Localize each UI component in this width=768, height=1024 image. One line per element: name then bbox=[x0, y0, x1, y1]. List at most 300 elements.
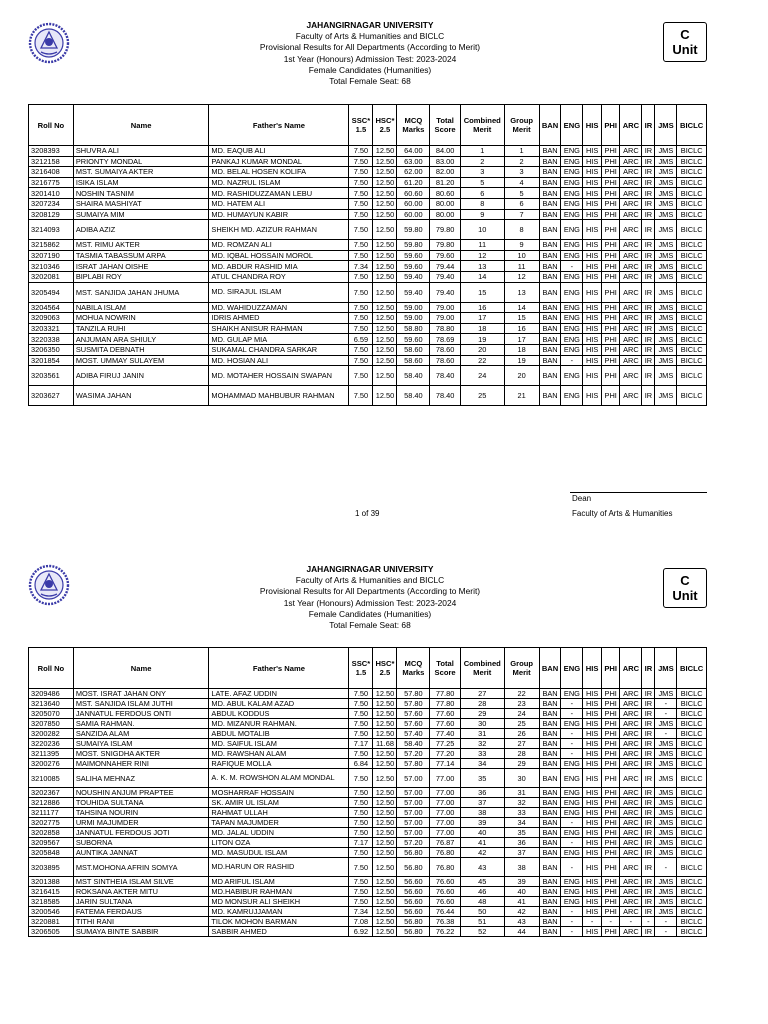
cell-fathers-name: MD ARIFUL ISLAM bbox=[209, 877, 349, 887]
cell-biclc: BICLC bbox=[677, 240, 707, 251]
cell-eng: ENG bbox=[561, 759, 583, 769]
cell-biclc: BICLC bbox=[677, 689, 707, 699]
cell-total: 76.60 bbox=[430, 897, 461, 907]
cell-name: SANZIDA ALAM bbox=[73, 729, 209, 739]
cell-ssc: 7.50 bbox=[349, 366, 373, 386]
cell-arc: ARC bbox=[620, 877, 642, 887]
cell-fathers-name: MD. SAIFUL ISLAM bbox=[209, 739, 349, 749]
cell-combined-merit: 51 bbox=[460, 917, 504, 927]
cell-fathers-name: MD. KAMRUJJAMAN bbox=[209, 907, 349, 917]
cell-biclc: BICLC bbox=[677, 828, 707, 838]
cell-eng: ENG bbox=[561, 808, 583, 818]
cell-total: 78.80 bbox=[430, 323, 461, 334]
cell-jms: JMS bbox=[655, 198, 677, 209]
cell-name: MST. RIMU AKTER bbox=[73, 240, 209, 251]
cell-total: 83.00 bbox=[430, 156, 461, 167]
cell-hsc: 12.50 bbox=[373, 769, 397, 788]
cell-name: JANNATUL FERDOUS JOTI bbox=[73, 828, 209, 838]
cell-mcq: 58.60 bbox=[397, 344, 430, 355]
cell-hsc: 12.50 bbox=[373, 719, 397, 729]
cell-fathers-name: MD. EAQUB ALI bbox=[209, 146, 349, 157]
cell-phi: PHI bbox=[601, 818, 620, 828]
cell-group-merit: 10 bbox=[504, 250, 539, 261]
cell-eng: ENG bbox=[561, 209, 583, 220]
cell-mcq: 60.60 bbox=[397, 188, 430, 199]
cell-ban: BAN bbox=[539, 848, 561, 858]
cell-his: HIS bbox=[583, 240, 602, 251]
cell-group-merit: 23 bbox=[504, 699, 539, 709]
cell-mcq: 61.20 bbox=[397, 177, 430, 188]
cell-hsc: 12.50 bbox=[373, 759, 397, 769]
cell-total: 77.00 bbox=[430, 788, 461, 798]
cell-roll-no: 3203627 bbox=[29, 386, 74, 406]
cell-phi: PHI bbox=[601, 334, 620, 345]
cell-mcq: 58.80 bbox=[397, 323, 430, 334]
column-header-arc: ARC bbox=[620, 648, 642, 689]
table-row bbox=[29, 749, 707, 759]
cell-name: JARIN SULTANA bbox=[73, 897, 209, 907]
cell-biclc: BICLC bbox=[677, 808, 707, 818]
cell-biclc: BICLC bbox=[677, 699, 707, 709]
cell-ssc: 7.50 bbox=[349, 818, 373, 828]
cell-arc: ARC bbox=[620, 386, 642, 406]
cell-arc: ARC bbox=[620, 209, 642, 220]
faculty-name: Faculty of Arts & Humanities and BICLC bbox=[295, 575, 445, 586]
cell-his: HIS bbox=[583, 146, 602, 157]
cell-mcq: 57.00 bbox=[397, 788, 430, 798]
cell-roll-no: 3209486 bbox=[29, 689, 74, 699]
cell-total: 76.44 bbox=[430, 907, 461, 917]
cell-hsc: 12.50 bbox=[373, 209, 397, 220]
cell-total: 79.00 bbox=[430, 302, 461, 313]
cell-eng: ENG bbox=[561, 240, 583, 251]
cell-roll-no: 3203321 bbox=[29, 323, 74, 334]
cell-hsc: 12.50 bbox=[373, 167, 397, 178]
cell-combined-merit: 25 bbox=[460, 386, 504, 406]
cell-phi: PHI bbox=[601, 250, 620, 261]
cell-hsc: 12.50 bbox=[373, 828, 397, 838]
cell-ban: BAN bbox=[539, 719, 561, 729]
cell-fathers-name: PANKAJ KUMAR MONDAL bbox=[209, 156, 349, 167]
cell-arc: ARC bbox=[620, 848, 642, 858]
table-row bbox=[29, 759, 707, 769]
cell-hsc: 12.50 bbox=[373, 808, 397, 818]
column-header-his: HIS bbox=[583, 648, 602, 689]
cell-eng: - bbox=[561, 927, 583, 937]
cell-biclc: BICLC bbox=[677, 323, 707, 334]
admission-test: 1st Year (Honours) Admission Test: 2023-2024 bbox=[283, 53, 457, 64]
cell-mcq: 59.60 bbox=[397, 334, 430, 345]
cell-jms: JMS bbox=[655, 209, 677, 220]
cell-ssc: 7.08 bbox=[349, 917, 373, 927]
cell-name: MOST. ISRAT JAHAN ONY bbox=[73, 689, 209, 699]
cell-jms: JMS bbox=[655, 240, 677, 251]
cell-fathers-name: MD. ABUL KALAM AZAD bbox=[209, 699, 349, 709]
cell-eng: ENG bbox=[561, 798, 583, 808]
cell-group-merit: 37 bbox=[504, 848, 539, 858]
cell-phi: PHI bbox=[601, 858, 620, 877]
cell-eng: - bbox=[561, 858, 583, 877]
cell-arc: ARC bbox=[620, 220, 642, 240]
cell-hsc: 12.50 bbox=[373, 220, 397, 240]
cell-biclc: BICLC bbox=[677, 838, 707, 848]
cell-mcq: 57.40 bbox=[397, 729, 430, 739]
cell-eng: ENG bbox=[561, 719, 583, 729]
cell-biclc: BICLC bbox=[677, 769, 707, 788]
cell-jms: JMS bbox=[655, 719, 677, 729]
cell-arc: ARC bbox=[620, 808, 642, 818]
cell-biclc: BICLC bbox=[677, 156, 707, 167]
cell-ban: BAN bbox=[539, 261, 561, 272]
cell-ir: IR bbox=[642, 323, 655, 334]
candidate-group: Female Candidates (Humanities) bbox=[308, 64, 432, 75]
cell-total: 78.60 bbox=[430, 344, 461, 355]
cell-his: HIS bbox=[583, 177, 602, 188]
cell-arc: ARC bbox=[620, 699, 642, 709]
cell-group-merit: 29 bbox=[504, 759, 539, 769]
cell-jms: JMS bbox=[655, 897, 677, 907]
cell-combined-merit: 32 bbox=[460, 739, 504, 749]
cell-biclc: BICLC bbox=[677, 739, 707, 749]
cell-hsc: 12.50 bbox=[373, 897, 397, 907]
cell-roll-no: 3216415 bbox=[29, 887, 74, 897]
cell-combined-merit: 31 bbox=[460, 729, 504, 739]
cell-phi: - bbox=[601, 917, 620, 927]
cell-biclc: BICLC bbox=[677, 146, 707, 157]
cell-roll-no: 3220236 bbox=[29, 739, 74, 749]
cell-his: HIS bbox=[583, 366, 602, 386]
table-row bbox=[29, 198, 707, 209]
cell-ssc: 7.50 bbox=[349, 177, 373, 188]
cell-mcq: 59.40 bbox=[397, 282, 430, 302]
cell-mcq: 56.80 bbox=[397, 927, 430, 937]
cell-ir: IR bbox=[642, 146, 655, 157]
cell-ir: IR bbox=[642, 858, 655, 877]
cell-name: ADIBA AZIZ bbox=[73, 220, 209, 240]
cell-ban: BAN bbox=[539, 386, 561, 406]
cell-name: MST SINTHEIA ISLAM SILVE bbox=[73, 877, 209, 887]
cell-group-merit: 35 bbox=[504, 828, 539, 838]
cell-phi: PHI bbox=[601, 709, 620, 719]
unit-label: Unit bbox=[672, 42, 698, 57]
cell-name: AUNTIKA JANNAT bbox=[73, 848, 209, 858]
cell-group-merit: 36 bbox=[504, 838, 539, 848]
cell-group-merit: 33 bbox=[504, 808, 539, 818]
cell-his: HIS bbox=[583, 877, 602, 887]
cell-hsc: 12.50 bbox=[373, 887, 397, 897]
cell-group-merit: 11 bbox=[504, 261, 539, 272]
column-header-ir: IR bbox=[642, 648, 655, 689]
cell-jms: JMS bbox=[655, 188, 677, 199]
cell-combined-merit: 37 bbox=[460, 798, 504, 808]
cell-arc: ARC bbox=[620, 709, 642, 719]
table-row bbox=[29, 838, 707, 848]
cell-ban: BAN bbox=[539, 344, 561, 355]
cell-group-merit: 27 bbox=[504, 739, 539, 749]
cell-fathers-name: TAPAN MAJUMDER bbox=[209, 818, 349, 828]
cell-combined-merit: 17 bbox=[460, 313, 504, 324]
cell-arc: ARC bbox=[620, 739, 642, 749]
cell-jms: JMS bbox=[655, 759, 677, 769]
cell-arc: ARC bbox=[620, 302, 642, 313]
cell-hsc: 12.50 bbox=[373, 250, 397, 261]
cell-biclc: BICLC bbox=[677, 709, 707, 719]
cell-his: HIS bbox=[583, 769, 602, 788]
cell-total: 77.60 bbox=[430, 719, 461, 729]
cell-arc: ARC bbox=[620, 313, 642, 324]
cell-combined-merit: 13 bbox=[460, 261, 504, 272]
cell-biclc: BICLC bbox=[677, 167, 707, 178]
cell-fathers-name: MD. HATEM ALI bbox=[209, 198, 349, 209]
table-row bbox=[29, 818, 707, 828]
cell-his: HIS bbox=[583, 344, 602, 355]
cell-fathers-name: MD. RASHIDUZZAMAN LEBU bbox=[209, 188, 349, 199]
cell-ssc: 7.50 bbox=[349, 209, 373, 220]
cell-eng: ENG bbox=[561, 887, 583, 897]
cell-ban: BAN bbox=[539, 798, 561, 808]
cell-group-merit: 30 bbox=[504, 769, 539, 788]
cell-his: HIS bbox=[583, 907, 602, 917]
cell-roll-no: 3201410 bbox=[29, 188, 74, 199]
cell-ssc: 7.50 bbox=[349, 798, 373, 808]
university-logo-icon bbox=[28, 22, 70, 64]
cell-jms: JMS bbox=[655, 798, 677, 808]
cell-phi: PHI bbox=[601, 313, 620, 324]
cell-jms: JMS bbox=[655, 355, 677, 366]
cell-phi: PHI bbox=[601, 729, 620, 739]
cell-name: MOST. SNIGDHA AKTER bbox=[73, 749, 209, 759]
cell-fathers-name: ABDUL KODDUS bbox=[209, 709, 349, 719]
cell-ir: IR bbox=[642, 188, 655, 199]
cell-his: HIS bbox=[583, 759, 602, 769]
cell-group-merit: 34 bbox=[504, 818, 539, 828]
cell-group-merit: 40 bbox=[504, 887, 539, 897]
cell-ir: IR bbox=[642, 818, 655, 828]
cell-fathers-name: ABDUL MOTALIB bbox=[209, 729, 349, 739]
cell-name: BIPLABI ROY bbox=[73, 271, 209, 282]
dean-label: Dean bbox=[572, 494, 592, 503]
cell-eng: - bbox=[561, 907, 583, 917]
cell-jms: - bbox=[655, 927, 677, 937]
cell-arc: - bbox=[620, 917, 642, 927]
cell-combined-merit: 1 bbox=[460, 146, 504, 157]
cell-eng: ENG bbox=[561, 828, 583, 838]
cell-group-merit: 32 bbox=[504, 798, 539, 808]
table-row bbox=[29, 188, 707, 199]
cell-ban: BAN bbox=[539, 917, 561, 927]
cell-ban: BAN bbox=[539, 323, 561, 334]
cell-arc: ARC bbox=[620, 838, 642, 848]
cell-eng: ENG bbox=[561, 250, 583, 261]
cell-name: PRIONTY MONDAL bbox=[73, 156, 209, 167]
cell-mcq: 57.00 bbox=[397, 818, 430, 828]
cell-group-merit: 6 bbox=[504, 198, 539, 209]
cell-eng: ENG bbox=[561, 146, 583, 157]
cell-ir: IR bbox=[642, 828, 655, 838]
cell-eng: ENG bbox=[561, 282, 583, 302]
cell-phi: PHI bbox=[601, 927, 620, 937]
cell-combined-merit: 43 bbox=[460, 858, 504, 877]
cell-eng: ENG bbox=[561, 302, 583, 313]
table-row bbox=[29, 209, 707, 220]
cell-ir: IR bbox=[642, 838, 655, 848]
cell-ir: IR bbox=[642, 344, 655, 355]
cell-mcq: 57.60 bbox=[397, 709, 430, 719]
cell-eng: ENG bbox=[561, 769, 583, 788]
cell-biclc: BICLC bbox=[677, 302, 707, 313]
cell-his: HIS bbox=[583, 897, 602, 907]
cell-group-merit: 42 bbox=[504, 907, 539, 917]
cell-ir: IR bbox=[642, 261, 655, 272]
cell-phi: PHI bbox=[601, 769, 620, 788]
cell-biclc: BICLC bbox=[677, 877, 707, 887]
cell-jms: JMS bbox=[655, 334, 677, 345]
cell-ssc: 7.50 bbox=[349, 302, 373, 313]
cell-mcq: 58.40 bbox=[397, 386, 430, 406]
cell-arc: ARC bbox=[620, 828, 642, 838]
cell-hsc: 12.50 bbox=[373, 323, 397, 334]
cell-ban: BAN bbox=[539, 907, 561, 917]
cell-biclc: BICLC bbox=[677, 759, 707, 769]
cell-total: 76.22 bbox=[430, 927, 461, 937]
cell-ban: BAN bbox=[539, 818, 561, 828]
cell-his: HIS bbox=[583, 334, 602, 345]
cell-hsc: 12.50 bbox=[373, 198, 397, 209]
cell-total: 77.80 bbox=[430, 689, 461, 699]
column-header-ban: BAN bbox=[539, 648, 561, 689]
cell-ban: BAN bbox=[539, 689, 561, 699]
cell-name: MAIMONNAHER RINI bbox=[73, 759, 209, 769]
cell-phi: PHI bbox=[601, 344, 620, 355]
cell-ban: BAN bbox=[539, 729, 561, 739]
cell-jms: JMS bbox=[655, 220, 677, 240]
cell-ssc: 7.50 bbox=[349, 729, 373, 739]
table-row bbox=[29, 709, 707, 719]
cell-ir: IR bbox=[642, 366, 655, 386]
cell-his: HIS bbox=[583, 739, 602, 749]
column-header-combined-merit: Combined Merit bbox=[460, 648, 504, 689]
cell-hsc: 12.50 bbox=[373, 927, 397, 937]
cell-phi: PHI bbox=[601, 689, 620, 699]
signature-line bbox=[570, 492, 707, 493]
cell-eng: ENG bbox=[561, 334, 583, 345]
column-header-combined-merit: Combined Merit bbox=[460, 105, 504, 146]
cell-total: 76.80 bbox=[430, 858, 461, 877]
cell-his: HIS bbox=[583, 261, 602, 272]
cell-group-merit: 41 bbox=[504, 897, 539, 907]
results-title: Provisional Results for All Departments (According to Merit) bbox=[259, 586, 481, 597]
cell-phi: PHI bbox=[601, 261, 620, 272]
table-row bbox=[29, 907, 707, 917]
cell-roll-no: 3202081 bbox=[29, 271, 74, 282]
cell-ssc: 7.50 bbox=[349, 188, 373, 199]
results-title: Provisional Results for All Departments (According to Merit) bbox=[259, 42, 481, 53]
cell-name: ADIBA FIRUJ JANIN bbox=[73, 366, 209, 386]
cell-jms: JMS bbox=[655, 808, 677, 818]
cell-his: HIS bbox=[583, 709, 602, 719]
cell-total: 79.44 bbox=[430, 261, 461, 272]
result-page-2 bbox=[0, 556, 768, 1024]
cell-ban: BAN bbox=[539, 198, 561, 209]
table-row bbox=[29, 808, 707, 818]
cell-arc: ARC bbox=[620, 719, 642, 729]
cell-ban: BAN bbox=[539, 334, 561, 345]
cell-total: 78.69 bbox=[430, 334, 461, 345]
cell-name: MST. SANJIDA JAHAN JHUMA bbox=[73, 282, 209, 302]
cell-arc: ARC bbox=[620, 344, 642, 355]
cell-group-merit: 5 bbox=[504, 188, 539, 199]
cell-ban: BAN bbox=[539, 838, 561, 848]
cell-group-merit: 15 bbox=[504, 313, 539, 324]
cell-arc: ARC bbox=[620, 198, 642, 209]
column-header-group-merit: Group Merit bbox=[504, 648, 539, 689]
cell-arc: ARC bbox=[620, 188, 642, 199]
cell-ir: IR bbox=[642, 177, 655, 188]
cell-phi: PHI bbox=[601, 323, 620, 334]
cell-phi: PHI bbox=[601, 271, 620, 282]
cell-ssc: 7.50 bbox=[349, 769, 373, 788]
cell-his: HIS bbox=[583, 858, 602, 877]
table-row bbox=[29, 828, 707, 838]
column-header-jms: JMS bbox=[655, 105, 677, 146]
cell-jms: JMS bbox=[655, 250, 677, 261]
cell-roll-no: 3216775 bbox=[29, 177, 74, 188]
cell-eng: ENG bbox=[561, 220, 583, 240]
table-row bbox=[29, 917, 707, 927]
cell-roll-no: 3220338 bbox=[29, 334, 74, 345]
cell-ir: IR bbox=[642, 719, 655, 729]
cell-jms: JMS bbox=[655, 848, 677, 858]
cell-eng: - bbox=[561, 709, 583, 719]
cell-phi: PHI bbox=[601, 759, 620, 769]
cell-fathers-name: MD. HUMAYUN KABIR bbox=[209, 209, 349, 220]
cell-ssc: 7.50 bbox=[349, 198, 373, 209]
cell-total: 77.00 bbox=[430, 828, 461, 838]
cell-fathers-name: MD.HARUN OR RASHID bbox=[209, 858, 349, 877]
table-row bbox=[29, 167, 707, 178]
cell-combined-merit: 2 bbox=[460, 156, 504, 167]
cell-ssc: 7.50 bbox=[349, 240, 373, 251]
cell-ssc: 7.50 bbox=[349, 828, 373, 838]
cell-jms: JMS bbox=[655, 344, 677, 355]
cell-group-merit: 22 bbox=[504, 689, 539, 699]
cell-name: SUMAIYA MIM bbox=[73, 209, 209, 220]
cell-arc: ARC bbox=[620, 689, 642, 699]
cell-jms: JMS bbox=[655, 302, 677, 313]
cell-his: HIS bbox=[583, 828, 602, 838]
cell-roll-no: 3207190 bbox=[29, 250, 74, 261]
unit-letter: C bbox=[680, 27, 690, 42]
cell-mcq: 64.00 bbox=[397, 146, 430, 157]
cell-eng: ENG bbox=[561, 198, 583, 209]
cell-total: 77.60 bbox=[430, 709, 461, 719]
cell-jms: JMS bbox=[655, 282, 677, 302]
cell-total: 79.40 bbox=[430, 282, 461, 302]
cell-phi: PHI bbox=[601, 897, 620, 907]
cell-combined-merit: 46 bbox=[460, 887, 504, 897]
cell-mcq: 56.60 bbox=[397, 887, 430, 897]
cell-phi: PHI bbox=[601, 788, 620, 798]
cell-mcq: 59.00 bbox=[397, 313, 430, 324]
cell-ir: IR bbox=[642, 355, 655, 366]
cell-name: SHAIRA MASHIYAT bbox=[73, 198, 209, 209]
cell-arc: ARC bbox=[620, 323, 642, 334]
table-row bbox=[29, 719, 707, 729]
cell-name: WASIMA JAHAN bbox=[73, 386, 209, 406]
cell-mcq: 58.40 bbox=[397, 739, 430, 749]
cell-fathers-name: IDRIS AHMED bbox=[209, 313, 349, 324]
cell-roll-no: 3205070 bbox=[29, 709, 74, 719]
